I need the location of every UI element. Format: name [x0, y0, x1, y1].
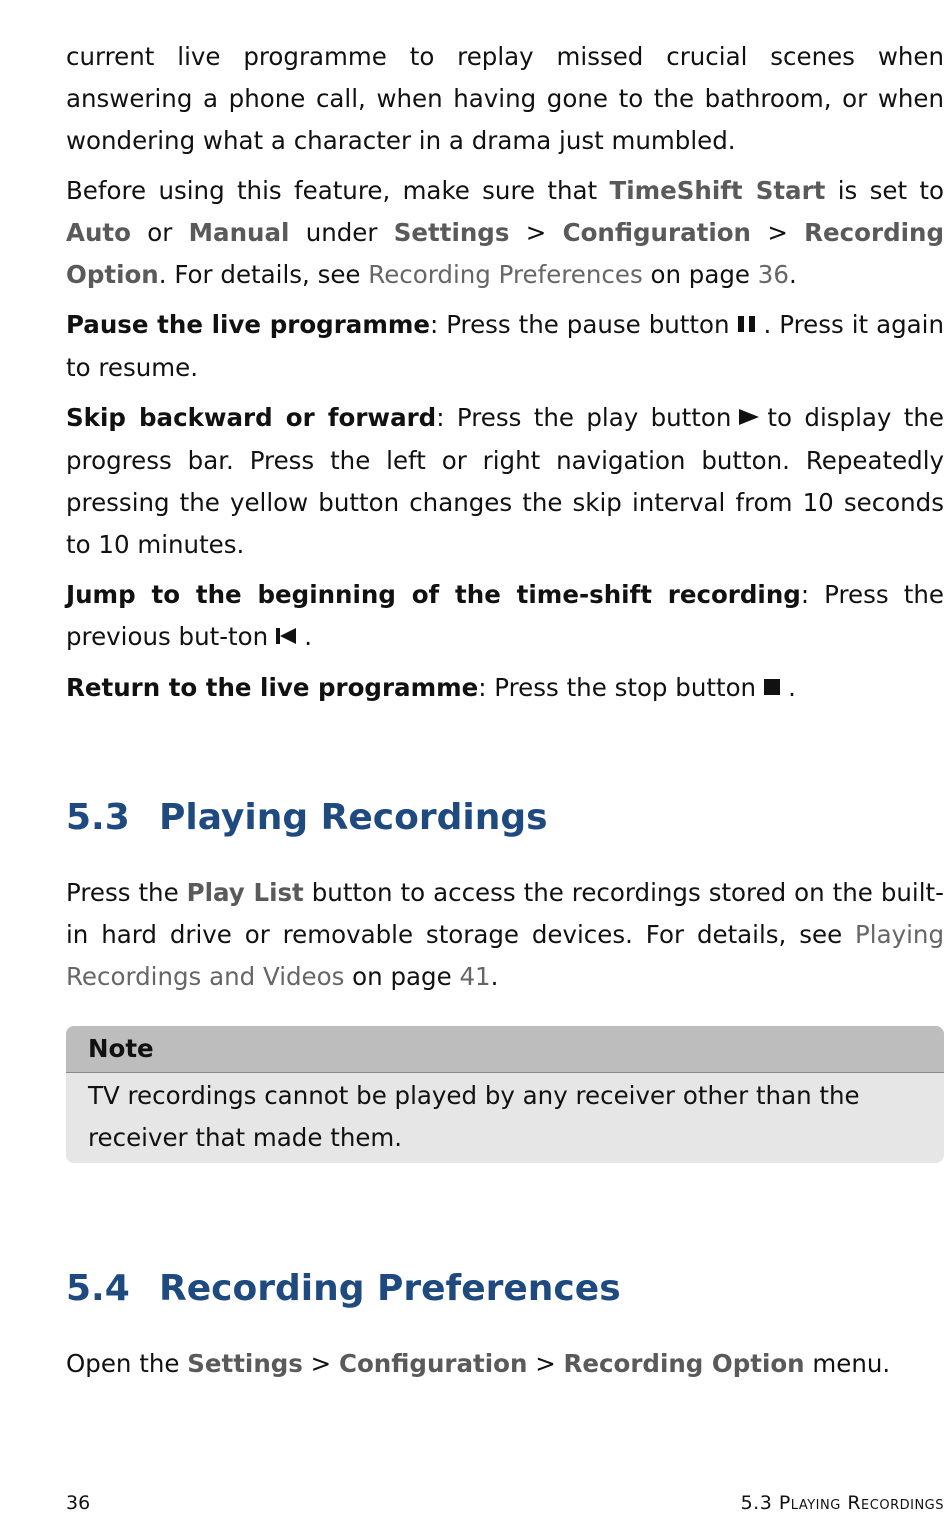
text: . — [304, 622, 312, 651]
intro-paragraph-1 — [66, 36, 944, 162]
intro-paragraph-2 — [66, 170, 944, 296]
previous-icon — [274, 617, 298, 659]
text: Open the — [66, 1349, 188, 1378]
running-head: 5.3 Playing Recordings — [740, 1492, 944, 1514]
text: to display the progress bar. Press the left or right navigation button. Repeatedly pressing the yellow button changes the skip interval from 10 seconds to 10 minutes. — [66, 403, 944, 559]
text: button to access the recordings stored on the built-in hard drive or removable storage devices. For details, see — [66, 878, 944, 949]
play-list-label: Play List — [186, 878, 304, 907]
section-5-3-paragraph — [66, 872, 944, 998]
text: . — [788, 260, 797, 289]
text: on page — [642, 260, 758, 289]
skip-term: Skip backward or forward — [66, 403, 437, 432]
auto-label: Auto — [66, 218, 131, 247]
section-5-4-paragraph — [66, 1343, 944, 1385]
page-ref-link[interactable]: 36 — [757, 260, 789, 289]
separator: > — [302, 1349, 339, 1378]
text: under — [289, 218, 394, 247]
text: . For details, see — [158, 260, 369, 289]
skip-instruction — [66, 397, 944, 566]
timeshift-start-label: TimeShift Start — [609, 176, 826, 205]
pause-term: Pause the live programme — [66, 310, 430, 339]
separator: > — [527, 1349, 564, 1378]
separator: > — [751, 218, 805, 247]
pause-icon — [736, 305, 758, 347]
note-box — [66, 1026, 944, 1163]
text: : Press the play button — [436, 403, 732, 432]
section-number: 5.3 — [66, 797, 130, 838]
manual-label: Manual — [188, 218, 290, 247]
return-term: Return to the live programme — [66, 673, 479, 702]
configuration-label: Configuration — [339, 1349, 528, 1378]
text: . — [788, 673, 796, 702]
text: is set to — [825, 176, 944, 205]
note-text: TV recordings cannot be played by any receiver other than the receiver that made them. — [88, 1081, 860, 1152]
separator: > — [509, 218, 563, 247]
text: Before using this feature, make sure that — [66, 176, 610, 205]
section-5-3-heading — [66, 796, 944, 840]
section-number: 5.4 — [66, 1268, 130, 1309]
playing-recordings-link[interactable]: Playing Recordings and Videos — [66, 920, 944, 991]
configuration-label: Configuration — [562, 218, 751, 247]
intro-text: current live programme to replay missed crucial scenes when answering a phone call, when having gone to the bathroom, or when wondering what a character in a drama just mumbled. — [66, 42, 944, 155]
section-5-4-heading — [66, 1267, 944, 1311]
page-footer — [66, 1492, 944, 1520]
settings-label: Settings — [187, 1349, 303, 1378]
section-title: Playing Recordings — [159, 797, 548, 838]
return-instruction — [66, 667, 944, 710]
text: or — [130, 218, 189, 247]
text: . — [490, 962, 499, 991]
jump-instruction — [66, 574, 944, 659]
page-ref-link[interactable]: 41 — [459, 962, 491, 991]
text: : Press the previous but-ton — [66, 580, 944, 651]
recording-option-label: Recording Option — [66, 218, 944, 289]
note-heading: Note — [66, 1026, 944, 1073]
section-title: Recording Preferences — [159, 1268, 621, 1309]
recording-preferences-link[interactable]: Recording Preferences — [368, 260, 643, 289]
text: menu. — [804, 1349, 891, 1378]
settings-label: Settings — [393, 218, 510, 247]
page-number: 36 — [66, 1492, 91, 1514]
text: : Press the stop button — [478, 673, 757, 702]
text: Press the — [66, 878, 187, 907]
pause-instruction — [66, 304, 944, 389]
jump-term: Jump to the beginning of the time-shift recording — [66, 580, 801, 609]
play-icon — [737, 398, 761, 440]
recording-option-label: Recording Option — [563, 1349, 805, 1378]
page-content — [66, 36, 944, 1393]
text: . Press it again to resume. — [66, 310, 944, 382]
text: on page — [344, 962, 460, 991]
stop-icon — [762, 668, 782, 710]
text: : Press the pause button — [430, 310, 730, 339]
